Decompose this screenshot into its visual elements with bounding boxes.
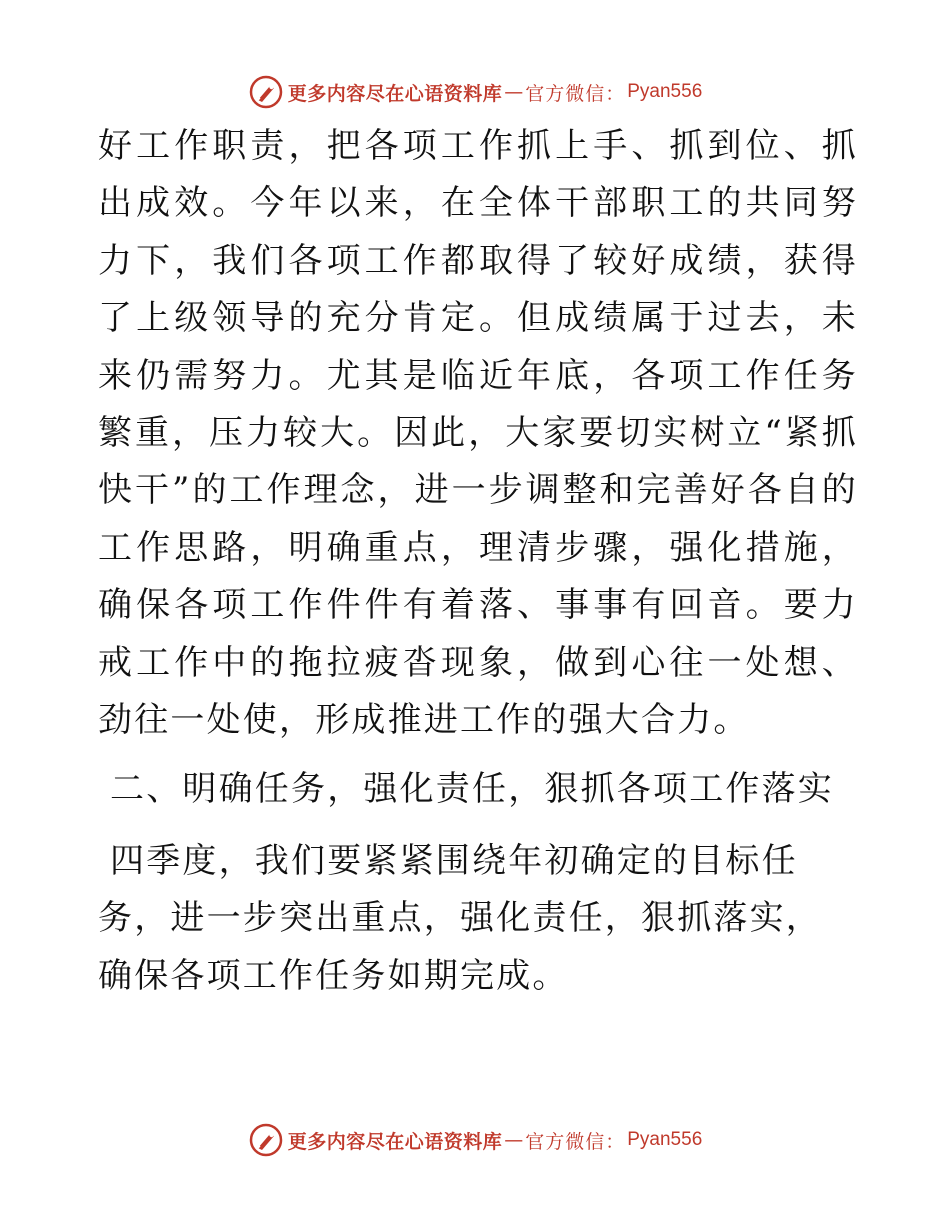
body-paragraph-2: 四季度，我们要紧紧围绕年初确定的目标任务，进一步突出重点，强化责任，狠抓落实，确保各项工作任务如期完成。 [98,840,822,996]
banner-brand-text: 更多内容尽在心语资料库 [287,1130,503,1153]
document-body [98,118,858,1005]
banner-dash: — [504,1129,524,1151]
banner-official-label: 官方微信： [525,1130,626,1153]
banner-brand-text: 更多内容尽在心语资料库 [287,82,503,105]
body-paragraph-1: 好工作职责，把各项工作抓上手、抓到位、抓出成效。今年以来，在全体干部职工的共同努力下，我们各项工作都取得了较好成绩，获得了上级领导的充分肯定。但成绩属于过去，未来仍需努力。尤其是临近年底，各项工作任务繁重，压力较大。因此，大家要切实树立“紧抓快干”的工作理念，进一步调整和完善好各自的工作思路，明确重点，理清步骤，强化措施，确保各项工作件件有着落、事事有回音。要力戒工作中的拖拉疲沓现象，做到心往一处想、劲往一处使，形成推进工作的强大合力。 [98,126,858,741]
section-heading: 二、明确任务，强化责任，狠抓各项工作落实 [110,769,834,810]
banner-account: Pyan556 [627,81,703,102]
banner-account: Pyan556 [627,1129,703,1150]
header-banner [0,72,950,112]
footer-banner [0,1120,950,1160]
pen-nib-logo-icon [248,74,284,110]
banner-dash: — [504,81,524,103]
pen-nib-logo-icon [248,1122,284,1158]
banner-official-label: 官方微信： [525,82,626,105]
